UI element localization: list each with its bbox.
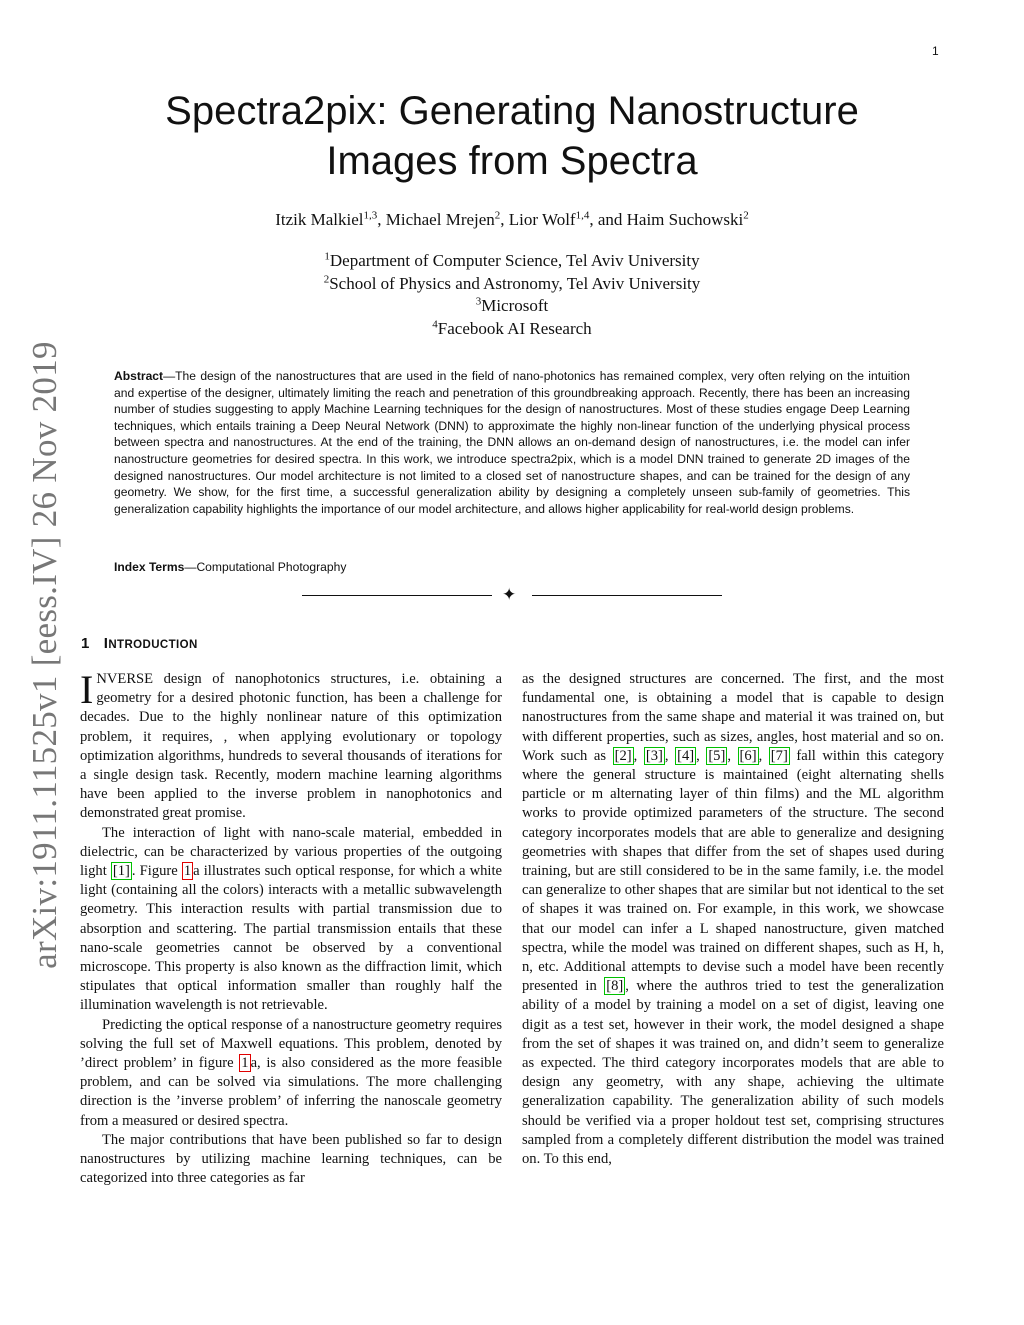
paragraph-text: Predicting the optical response of a nanostructure geometry requires solving the full set of Maxwell equations. This problem, denoted by ’direct problem’ in figure bbox=[80, 1016, 502, 1072]
index-terms-label: Index Terms bbox=[114, 560, 185, 574]
citation-link[interactable]: [5] bbox=[708, 747, 726, 764]
author-affiliation-marker: 1,3 bbox=[363, 209, 378, 222]
citation-link[interactable]: [4] bbox=[677, 747, 695, 764]
affiliation-line bbox=[120, 250, 904, 273]
section-title-rest: NTRODUCTION bbox=[108, 639, 198, 651]
citation-link[interactable]: [1] bbox=[112, 863, 130, 880]
paragraph-text: The major contributions that have been published so far to design nanostructures by utilizing machine learning techniques, can be categorized into three categories as far bbox=[80, 1131, 502, 1187]
divider-star-icon: ✦ bbox=[502, 585, 517, 604]
arxiv-identifier bbox=[25, 341, 65, 969]
citation-link[interactable]: [3] bbox=[645, 747, 663, 764]
author-separator: , bbox=[500, 210, 509, 229]
citation-link[interactable]: [8] bbox=[606, 978, 624, 995]
affiliation-list bbox=[120, 250, 904, 340]
paragraph-text: as the designed structures are concerned. The first, and the most fundamental one, is obtaining a model that is capable to design nanostructures from the same shape and material it was trained on, but with different properties, such as sizes, angles, host material and so on. Work such as bbox=[522, 671, 944, 764]
arxiv-stamp-text: arXiv:1911.11525v1 [eess.IV] 26 Nov 2019 bbox=[25, 341, 64, 969]
section-heading bbox=[81, 635, 198, 652]
affiliation-line bbox=[120, 273, 904, 296]
author-list bbox=[120, 210, 904, 230]
affiliation-text: Department of Computer Science, Tel Aviv University bbox=[329, 251, 700, 270]
affiliation-line bbox=[120, 295, 904, 318]
paragraph bbox=[80, 667, 502, 824]
paragraph-text: a illustrates such optical response, for which a white light (containing all the colors) interacts with a metallic subwavelength geometry. This interaction results with partial transmission due to absorption and scattering. The partial transmission entails that these nano-scale geometries cannot be observed by a conventional microscope. This property is also known as the diffraction limit, which stipulates that optical information smaller than roughly half the illumination wavelength is not retrievable. bbox=[80, 863, 502, 1014]
section-divider bbox=[302, 587, 722, 605]
paragraph bbox=[80, 1131, 502, 1189]
index-terms-text: —Computational Photography bbox=[184, 560, 347, 574]
small-caps-lead: NVERSE bbox=[96, 671, 154, 687]
citation-link[interactable]: [2] bbox=[614, 747, 632, 764]
right-column bbox=[522, 670, 944, 1169]
citation-link[interactable]: [6] bbox=[739, 747, 757, 764]
paragraph-text: . Figure bbox=[131, 863, 182, 880]
left-column bbox=[80, 667, 502, 1188]
figure-reference-link[interactable]: 1 bbox=[183, 863, 192, 880]
author-affiliation-marker: 2 bbox=[494, 209, 501, 222]
divider-line-right bbox=[532, 595, 722, 596]
author-separator: , bbox=[377, 210, 386, 229]
section-title-initial: I bbox=[103, 635, 109, 652]
author-affiliation-marker: 1,4 bbox=[575, 209, 590, 222]
affiliation-text: School of Physics and Astronomy, Tel Aviv University bbox=[329, 273, 701, 293]
abstract-text: —The design of the nanostructures that are used in the field of nano-photonics has remained complex, very often relying on the intuition and expertise of the designer, ultimately limiting the reach and penetration of this groundbreaking approach. Recently, there has been an increasing number of studies suggesting to apply Machine Learning techniques for the design of nanostructures. Most of these studies engage Deep Learning techniques, which entails training a Deep Neural Network (DNN) to approximate the highly non-linear function of the underlying physical process between spectra and nanostructures. At the end of the training, the DNN allows an on-demand design of nanostructures, i.e. the model can infer nanostructure geometries for desired spectra. In this work, we introduce spectra2pix, which is a model DNN trained to generate 2D images of the designed nanostructures. Our model architecture is not limited to a closed set of nanostructure shapes, and can be trained for the design of any geometry. We show, for the first time, a successful generalization ability by designing a completely unseen sub-family of geometries. This generalization capability highlights the importance of our model architecture, and allows higher applicability for real-world design problems. bbox=[114, 369, 910, 516]
affiliation-number: 4 bbox=[432, 317, 438, 330]
affiliation-number: 3 bbox=[475, 295, 482, 308]
abstract-label: Abstract bbox=[114, 369, 164, 383]
author-separator: , and bbox=[589, 210, 627, 229]
paragraph-text: The interaction of light with nano-scale material, embedded in dielectric, can be characterized by various properties of the outgoing light bbox=[80, 824, 502, 880]
divider-line-left bbox=[302, 595, 492, 596]
affiliation-text: Facebook AI Research bbox=[437, 318, 592, 338]
affiliation-line bbox=[120, 318, 904, 341]
paragraph-text: fall within this category where the general structure is maintained (eight alternating shells particle or m alternating layer of thin films) and the ML algorithm works to provide optimized parameters of the structure. The second category incorporates models that are able to generalize and designing geometries with shapes that differ from the set of shapes used during training, but are still considered to be in the same family, i.e. the model can generalize to other shapes that are similar but not identical to the set of shapes it was trained on. For example, in this work, we showcase that our model can infer a L shaped nanostructure, given matched spectra, while the model was trained on different shapes, such as H, h, n, etc. Additional attempts to devise such a model have been recently presented in bbox=[522, 747, 945, 995]
citation-link[interactable]: [7] bbox=[770, 747, 788, 764]
abstract bbox=[114, 368, 910, 517]
affiliation-number: 1 bbox=[324, 250, 330, 263]
paragraph bbox=[80, 1016, 502, 1131]
author-name: Michael Mrejen bbox=[385, 210, 495, 229]
index-terms bbox=[114, 560, 910, 574]
author-name: Lior Wolf bbox=[508, 210, 576, 229]
figure-reference-link[interactable]: 1 bbox=[241, 1055, 249, 1072]
author-name: Haim Suchowski bbox=[626, 210, 744, 229]
drop-cap: I bbox=[80, 667, 94, 712]
paragraph bbox=[80, 824, 502, 1016]
author-name: Itzik Malkiel bbox=[275, 210, 364, 229]
paragraph-text: a, is also considered as the more feasible problem, and can be solved via simulations. The more challenging direction is the ’inverse problem’ of inferring the nanoscale geometry from a measured or desired spectra. bbox=[80, 1055, 502, 1129]
affiliation-text: Microsoft bbox=[481, 296, 549, 315]
paragraph: as the designed structures are concerned. The first, and the most fundamental one, is obtaining a model that is capable to design nanostructures from the same shape and material it was trained on, but with different properties, such as sizes, angles, host material and so on. Work such as [2] , [3] , [4] , [5] , [6] , [7] fall within this category where the general structure is maintained (eight alternating shells particle or m alternating layer of thin films) and the ML algorithm works to provide optimized parameters of the structure. The second category incorporates models that are able to generalize and designing geometries with shapes that differ from the set of shapes used during training, but are still considered to be in the same family, i.e. the model can generalize to other shapes that are similar but not identical to the set of shapes it was trained on. For example, in this work, we showcase that our model can infer a L shaped nanostructure, given matched spectra, while the model was trained on different shapes, such as H, h, n, etc. Additional attempts to devise such a model have been recently presented in [8] , where the authros tried to test the generalization ability of a model by training a model on a set of digist, leaving one digit as a test set, however in their work, the model designed a shape from the set of shapes it was trained on, and didn’t seem to generalize as expected. The third category incorporates models that are able to design any geometry, with any shape, achieving the ultimate generalization capability. The generalization ability of such models should be verified via a proper holdout test set, comprising structures sampled from a completely different distribution the model was trained on. To this end, bbox=[522, 671, 945, 1168]
section-number: 1 bbox=[81, 635, 90, 652]
page-number: 1 bbox=[932, 44, 939, 58]
paragraph-text: , where the authros tried to test the generalization ability of a model by training a model on a set of digist, leaving one digit as a test set, however in their work, the model designed a shape from the set of shapes it was trained on, and didn’t seem to generalize as expected. The third category incorporates models that are able to design any geometry, with any shape, achieving the ultimate generalization capability. The generalization ability of such models should be verified via a proper holdout test set, comprising structures sampled from a completely different distribution the model was trained on. To this end, bbox=[522, 978, 944, 1168]
paragraph-text: design of nanophotonics structures, i.e. obtaining a geometry for a desired photonic function, has been a challenge for decades. Due to the highly nonlinear nature of this optimization problem, it requires, , when applying evolutionary or topology optimization algorithms, hundreds to several thousands of iterations for a single design task. Recently, modern machine learning algorithms have been applied to the inverse problem in nanophotonics and demonstrated great promise. bbox=[80, 671, 502, 822]
paper-title: Spectra2pix: Generating Nanostructure Images from Spectra bbox=[165, 89, 859, 183]
affiliation-number: 2 bbox=[323, 272, 330, 285]
author-affiliation-marker: 2 bbox=[743, 209, 749, 222]
